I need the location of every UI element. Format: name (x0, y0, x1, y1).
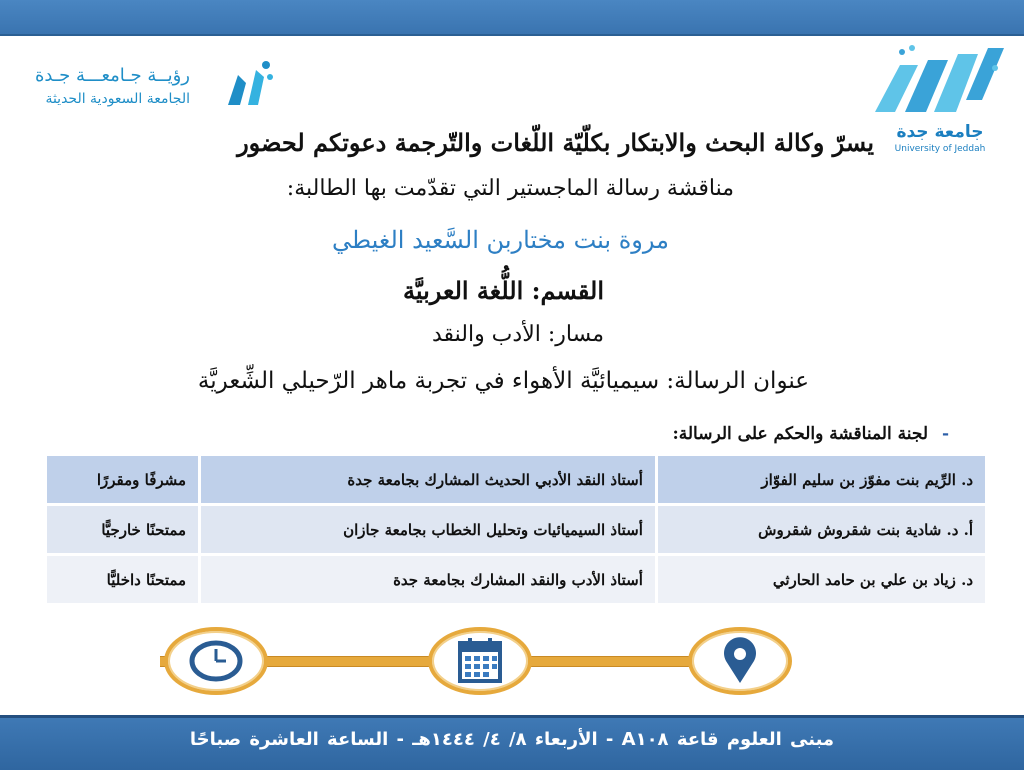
thesis-intro-line: مناقشة رسالة الماجستير التي تقدّمت بها الطالبة: (286, 176, 734, 201)
event-details: مبنى العلوم قاعة A١٠٨ - الأربعاء ٨/ ٤/ ١٤٤٤هـ - الساعة العاشرة صباحًا (189, 729, 835, 750)
committee-table (44, 453, 988, 606)
university-name-en: University of Jeddah (894, 144, 986, 154)
table-row (47, 506, 985, 553)
location-pin-icon (712, 635, 768, 687)
vision-logo-line1: رؤيــة جـامعـــة جـدة (35, 65, 190, 86)
member-role: ممتحنًا خارجيًّا (47, 506, 198, 553)
track: مسار: الأدب والنقد (431, 322, 604, 347)
table-row (47, 556, 985, 603)
student-name: مروة بنت مختاربن السَّعيد الغيطي (331, 226, 669, 254)
committee-heading (672, 424, 949, 444)
member-name: د. زياد بن علي بن حامد الحارثي (658, 556, 985, 603)
thesis-title: عنوان الرسالة: سيميائيَّة الأهواء في تجربة ماهر الرّحيلي الشِّعريَّة (197, 368, 809, 394)
table-row (47, 456, 985, 503)
clock-badge (164, 627, 268, 695)
member-title: أستاذ النقد الأدبي الحديث المشارك بجامعة جدة (201, 456, 655, 503)
committee-heading-text: لجنة المناقشة والحكم على الرسالة: (672, 424, 929, 444)
top-band (0, 0, 1024, 36)
member-name: أ. د. شادية بنت شقروش شقروش (658, 506, 985, 553)
member-title: أستاذ السيميائيات وتحليل الخطاب بجامعة جازان (201, 506, 655, 553)
university-mark-icon (870, 40, 1010, 120)
committee-heading-dash: - (941, 424, 949, 444)
vision-mark-icon (218, 55, 278, 115)
member-role: مشرفًا ومقررًا (47, 456, 198, 503)
vision-logo (30, 55, 280, 125)
calendar-icon (452, 635, 508, 687)
department: القسم: اللُّغة العربيَّة (402, 276, 604, 305)
location-badge (688, 627, 792, 695)
university-logo (870, 40, 1010, 160)
member-role: ممتحنًا داخليًّا (47, 556, 198, 603)
invitation-line: يسرّ وكالة البحث والابتكار بكلّيّة اللّغات والتّرجمة دعوتكم لحضور (237, 128, 874, 157)
clock-icon (188, 635, 244, 687)
vision-logo-line2: الجامعة السعودية الحديثة (45, 91, 190, 107)
member-title: أستاذ الأدب والنقد المشارك بجامعة جدة (201, 556, 655, 603)
calendar-badge (428, 627, 532, 695)
university-name-ar: جامعة جدة (896, 122, 984, 142)
member-name: د. الرِّيم بنت مفوّز بن سليم الفوّاز (658, 456, 985, 503)
